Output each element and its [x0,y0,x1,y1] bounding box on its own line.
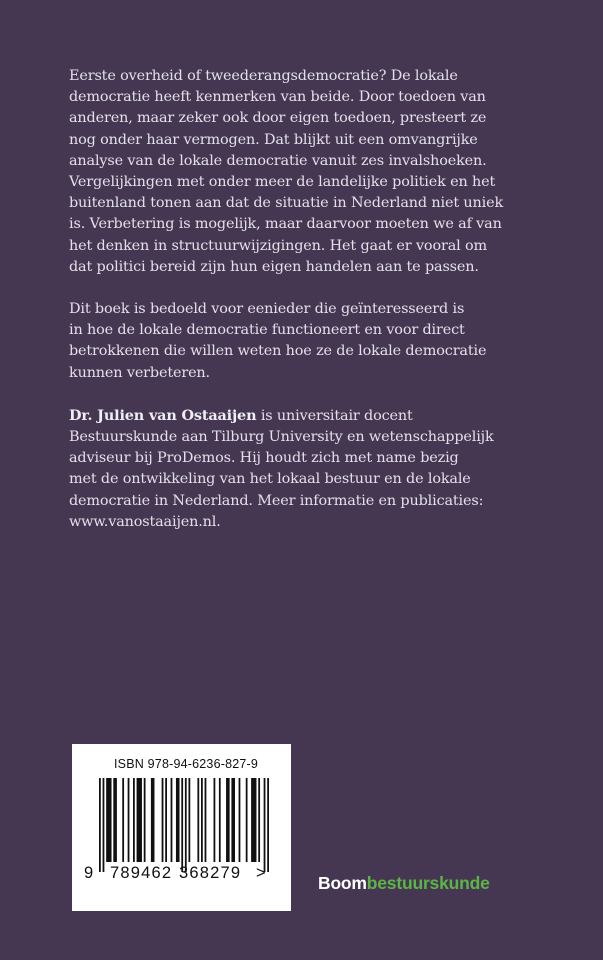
barcode-guard-bar [103,778,105,872]
publisher-brand: Boom [318,873,367,893]
barcode-bar [205,778,207,862]
barcode-guard-bar [267,778,269,872]
barcode-guard-bar [264,778,266,872]
text-line: het denken in structuurwijzigingen. Het gaat er vooral om [69,237,488,254]
barcode-bar [258,778,260,862]
isbn-label: ISBN 978-94-6236-827-9 [114,757,259,771]
text-line: nog onder haar vermogen. Dat blijkt uit een omvangrijke [69,131,478,148]
text-line [69,405,539,427]
text-line: in hoe de lokale democratie functioneert en voor direct [69,322,465,339]
text-line: Bestuurskunde aan Tilburg University en wetenschappelijk [69,429,494,446]
barcode-digit-group-right: 368279 [179,864,242,882]
author-bio-text: is universitair docent [256,407,413,424]
barcode-bar [162,778,164,862]
barcode-bar [137,778,142,862]
text-line: democratie heeft kenmerken van beide. Door toedoen van [69,89,486,106]
barcode-bar [113,778,117,862]
barcode-bar [214,778,216,862]
barcode-bar [176,778,180,862]
barcode-bar [201,778,203,862]
publisher-logo [318,873,490,894]
text-line: adviseur bij ProDemos. Hij houdt zich met name bezig [69,450,459,467]
barcode-guard-bar [185,778,187,872]
text-line: dat politici bereid zijn hun eigen handelen aan te passen. [69,258,479,275]
barcode-quiet-marker: > [256,864,266,882]
cover-text [69,66,539,533]
barcode-bar [197,778,199,862]
text-line: Dit boek is bedoeld voor eenieder die geïnteresseerd is [69,301,465,318]
text-line: is. Verbetering is mogelijk, maar daarvoor moeten we af van [69,216,502,233]
barcode-bar [133,778,135,862]
publisher-imprint: bestuurskunde [366,873,490,893]
text-line: met de ontwikkeling van het lokaal bestuur en de lokale [69,471,471,488]
barcode-digit-group-left: 789462 [110,864,173,882]
barcode-bar [188,778,190,862]
barcode-guard-bar [99,778,101,872]
text-line: betrokkenen die willen weten hoe ze de lokale democratie [69,343,487,360]
barcode-bar [122,778,124,862]
text-line: Eerste overheid of tweederangsdemocratie? De lokale [69,68,458,84]
barcode-bar [226,778,230,862]
author-website: www.vanostaaijen.nl. [69,513,221,530]
text-line: analyse van de lokale democratie vanuit zes invalshoeken. [69,152,487,169]
text-line: anderen, maar zeker ook door eigen toedoen, presteert ze [69,110,487,127]
description-paragraph [69,66,539,278]
isbn-barcode [72,744,291,911]
barcode-bar [151,778,155,862]
author-name: Dr. Julien van Ostaaijen [69,406,257,424]
barcode-bar [231,778,235,862]
text-line: Vergelijkingen met onder meer de landelijke politiek en het [69,174,496,191]
barcode-bar [106,778,111,862]
text-line: democratie in Nederland. Meer informatie en publicaties: [69,492,484,509]
barcode-bars [99,778,269,874]
barcode-bar [246,778,248,862]
barcode-bar [251,778,256,862]
barcode-bar [165,778,167,862]
barcode-bar [171,778,173,862]
barcode-bar [239,778,241,862]
author-bio [69,405,539,533]
text-line: buitenland tonen aan dat de situatie in Nederland niet uniek [69,195,504,212]
barcode-lead-digit: 9 [84,864,94,882]
barcode-bar [128,778,130,862]
audience-paragraph [69,299,539,384]
barcode-bar [219,778,221,862]
text-line: kunnen verbeteren. [69,364,210,381]
barcode-bar [144,778,146,862]
barcode-guard-bar [181,778,183,872]
